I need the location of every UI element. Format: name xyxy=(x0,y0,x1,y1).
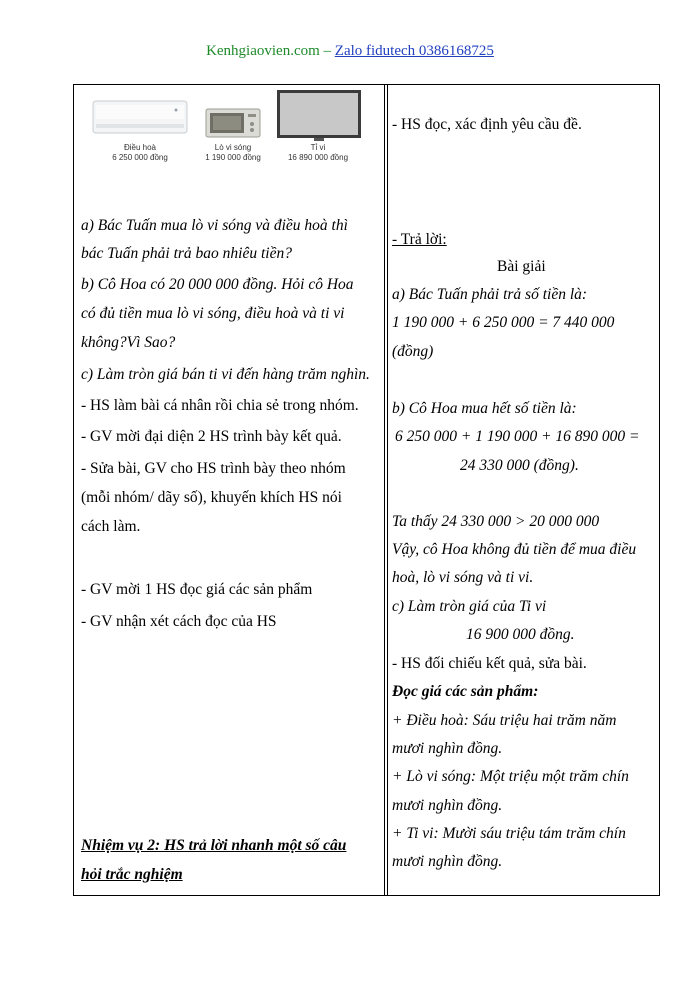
solution-a-heading: a) Bác Tuấn phải trả số tiền là: xyxy=(392,286,588,303)
solution-b-calc: 6 250 000 + 1 190 000 + 16 890 000 = xyxy=(395,428,640,445)
column-divider-inner xyxy=(387,85,388,895)
step-correction-line2: (mỗi nhóm/ dãy số), khuyến khích HS nói xyxy=(81,489,342,506)
product-television xyxy=(278,143,358,163)
step-individual-work: - HS làm bài cá nhân rồi chia sẻ trong nhóm. xyxy=(81,397,359,414)
solution-conclusion-line2: hoà, lò vi sóng và ti vi. xyxy=(392,569,534,586)
solution-b-heading: b) Cô Hoa mua hết số tiền là: xyxy=(392,400,577,417)
answer-check-results: - HS đối chiếu kết quả, sửa bài. xyxy=(392,655,587,672)
page-header xyxy=(0,43,700,60)
product-price: 1 190 000 đồng xyxy=(205,153,261,162)
solution-a-calc: 1 190 000 + 6 250 000 = 7 440 000 xyxy=(392,314,615,331)
product-price: 16 890 000 đồng xyxy=(287,153,349,162)
site-name[interactable]: Kenhgiaovien.com xyxy=(206,43,320,59)
price-reading-tv-line2: mươi nghìn đồng. xyxy=(392,853,503,870)
product-name: Điều hoà xyxy=(123,143,157,152)
question-a-line2: bác Tuấn phải trả bao nhiêu tiền? xyxy=(81,245,292,262)
product-air-conditioner xyxy=(100,143,180,163)
step-read-prices: - GV mời 1 HS đọc giá các sản phẩm xyxy=(81,581,313,598)
price-reading-ac-line2: mươi nghìn đồng. xyxy=(392,740,503,757)
solution-heading: Bài giải xyxy=(497,258,546,275)
question-a-line1: a) Bác Tuấn mua lò vi sóng và điều hoà thì xyxy=(81,217,348,234)
price-reading-tv-line1: + Ti vi: Mười sáu triệu tám trăm chín xyxy=(392,825,626,842)
step-teacher-comment: - GV nhận xét cách đọc của HS xyxy=(81,613,277,630)
step-present-results: - GV mời đại diện 2 HS trình bày kết quả. xyxy=(81,428,342,445)
column-divider xyxy=(384,85,385,895)
question-b-line1: b) Cô Hoa có 20 000 000 đồng. Hỏi cô Hoa xyxy=(81,276,354,293)
question-b-line2: có đủ tiền mua lò vi sóng, điều hoà và ti vi xyxy=(81,305,345,322)
answer-read-requirement: - HS đọc, xác định yêu cầu đề. xyxy=(392,116,582,133)
air-conditioner-icon xyxy=(92,100,188,136)
microwave-icon xyxy=(205,108,261,138)
solution-b-result: 24 330 000 (đồng). xyxy=(460,457,579,474)
television-icon xyxy=(276,89,362,143)
solution-conclusion-line1: Vậy, cô Hoa không đủ tiền để mua điều xyxy=(392,541,637,558)
answer-label: - Trả lời: xyxy=(392,231,447,248)
solution-compare: Ta thấy 24 330 000 > 20 000 000 xyxy=(392,513,600,530)
question-c: c) Làm tròn giá bán ti vi đến hàng trăm nghìn. xyxy=(81,366,370,383)
price-reading-heading: Đọc giá các sản phẩm: xyxy=(392,683,539,700)
step-correction-line3: cách làm. xyxy=(81,518,141,535)
task-2-title-line1: Nhiệm vụ 2: HS trả lời nhanh một số câu xyxy=(81,837,347,854)
step-correction-line1: - Sửa bài, GV cho HS trình bày theo nhóm xyxy=(81,460,346,477)
price-reading-microwave-line1: + Lò vi sóng: Một triệu một trăm chín xyxy=(392,768,629,785)
header-separator: – xyxy=(319,43,335,59)
product-microwave xyxy=(193,143,273,163)
solution-a-unit: (đồng) xyxy=(392,343,434,360)
task-2-title-line2: hỏi trắc nghiệm xyxy=(81,866,183,883)
product-price: 6 250 000 đồng xyxy=(112,153,168,162)
contact-link[interactable]: Zalo fidutech 0386168725 xyxy=(334,43,494,59)
product-name: Lò vi sóng xyxy=(214,143,252,152)
solution-c-heading: c) Làm tròn giá của Ti vi xyxy=(392,598,547,615)
price-reading-ac-line1: + Điều hoà: Sáu triệu hai trăm năm xyxy=(392,712,617,729)
question-b-line3: không?Vì Sao? xyxy=(81,334,176,351)
product-name: Tỉ vi xyxy=(310,143,326,152)
solution-c-result: 16 900 000 đồng. xyxy=(466,626,575,643)
price-reading-microwave-line2: mươi nghìn đồng. xyxy=(392,797,503,814)
